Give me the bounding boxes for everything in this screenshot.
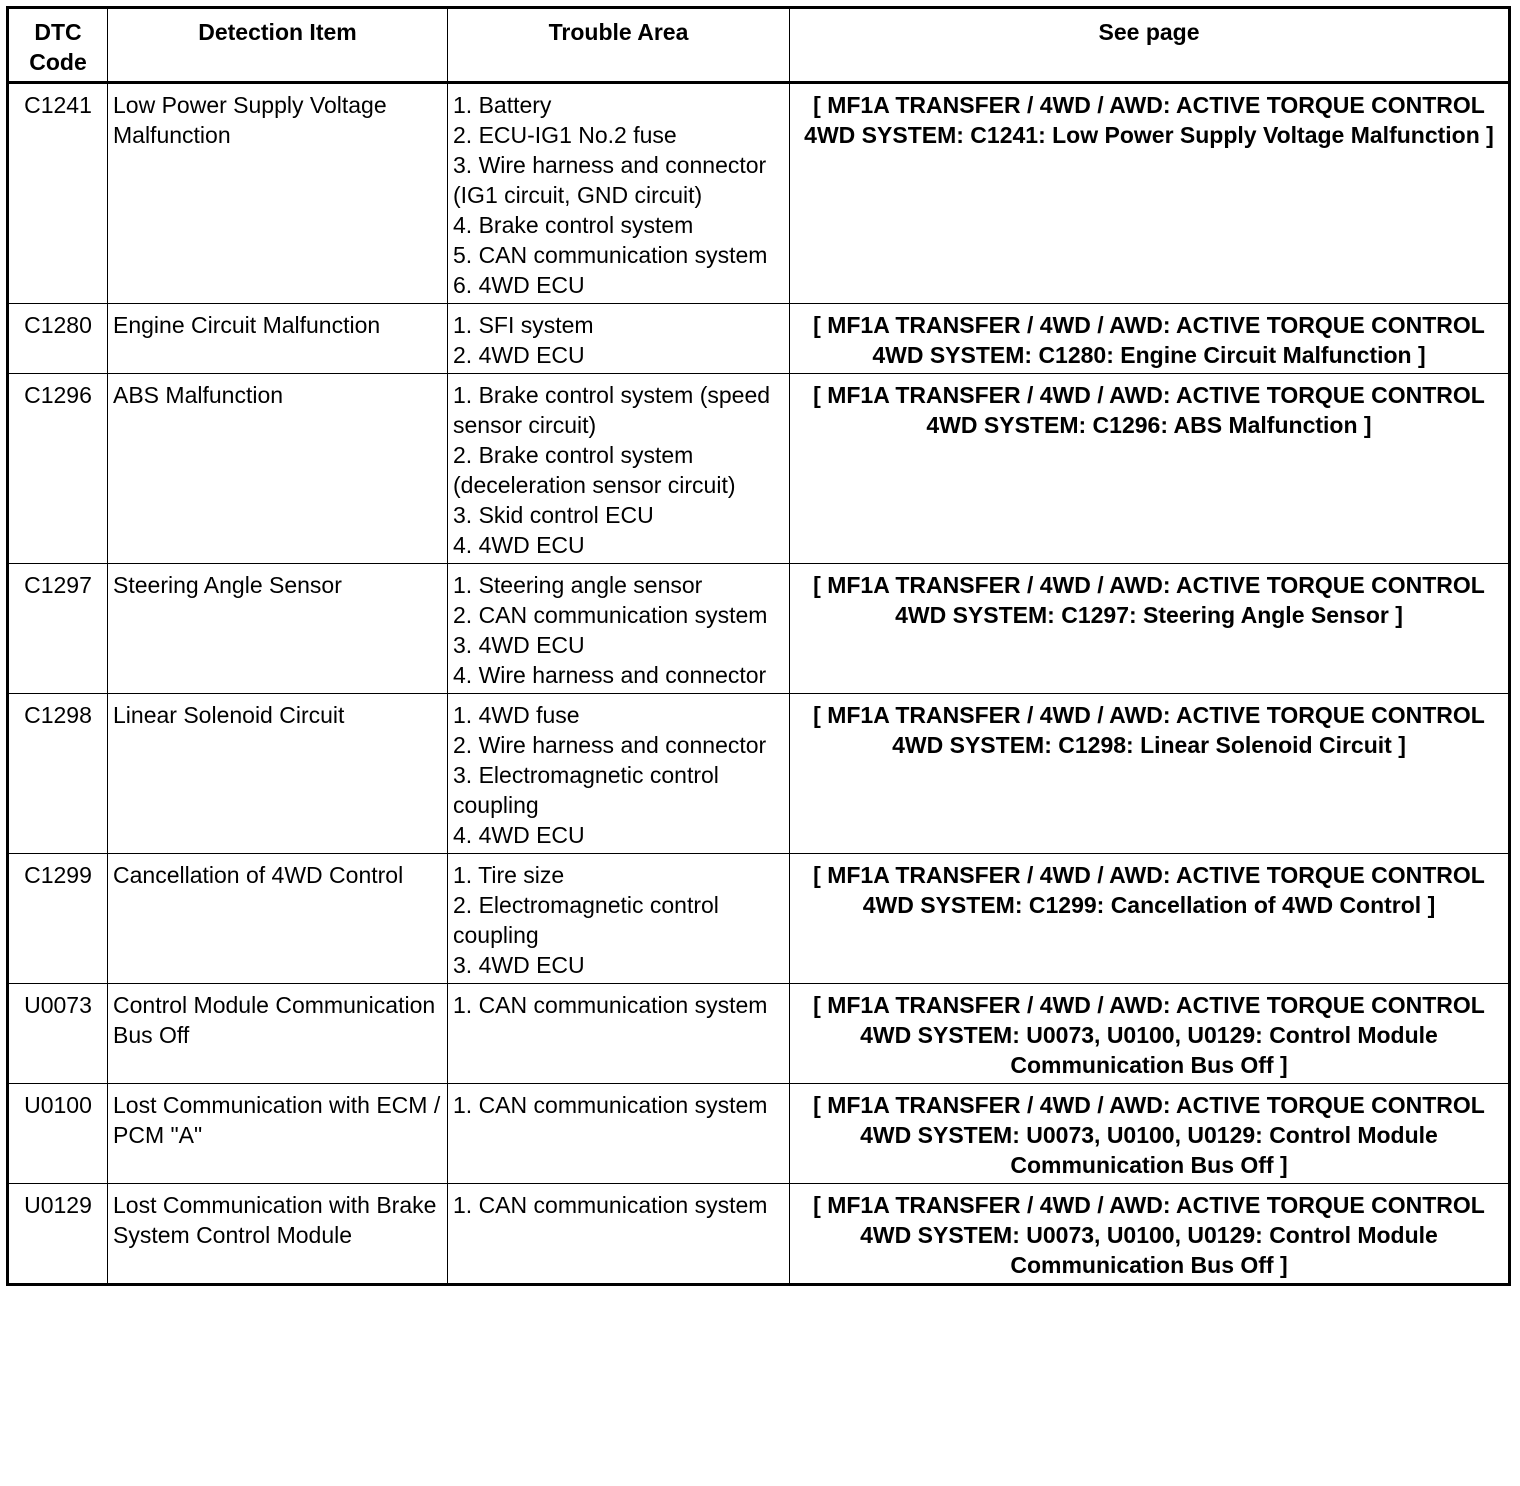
trouble-area-line: 3. Electromagnetic control coupling bbox=[453, 762, 719, 818]
dtc-code: C1280 bbox=[8, 304, 108, 374]
header-row bbox=[8, 8, 1510, 83]
see-page-link[interactable]: [ MF1A TRANSFER / 4WD / AWD: ACTIVE TORQUE CONTROL 4WD SYSTEM: C1297: Steering Angle Sensor ] bbox=[790, 564, 1510, 694]
table-row bbox=[8, 564, 1510, 694]
trouble-area-line: 2. 4WD ECU bbox=[453, 342, 585, 368]
trouble-area bbox=[448, 564, 790, 694]
trouble-area-line: 1. CAN communication system bbox=[453, 992, 768, 1018]
trouble-area-line: 4. Brake control system bbox=[453, 212, 694, 238]
trouble-area-line: 3. 4WD ECU bbox=[453, 632, 585, 658]
detection-item: Cancellation of 4WD Control bbox=[108, 854, 448, 984]
trouble-area-line: 4. 4WD ECU bbox=[453, 532, 585, 558]
dtc-code: C1296 bbox=[8, 374, 108, 564]
trouble-area-line: 1. Tire size bbox=[453, 862, 565, 888]
detection-item: Lost Communication with ECM / PCM "A" bbox=[108, 1084, 448, 1184]
trouble-area-line: 1. 4WD fuse bbox=[453, 702, 580, 728]
trouble-area bbox=[448, 1184, 790, 1285]
trouble-area-line: 1. CAN communication system bbox=[453, 1092, 768, 1118]
trouble-area bbox=[448, 83, 790, 304]
trouble-area-line: 4. 4WD ECU bbox=[453, 822, 585, 848]
detection-item: Low Power Supply Voltage Malfunction bbox=[108, 83, 448, 304]
header-dtc-code: DTC Code bbox=[8, 8, 108, 83]
dtc-code: U0129 bbox=[8, 1184, 108, 1285]
see-page-link[interactable]: [ MF1A TRANSFER / 4WD / AWD: ACTIVE TORQUE CONTROL 4WD SYSTEM: C1298: Linear Solenoid Circuit ] bbox=[790, 694, 1510, 854]
trouble-area-line: 1. CAN communication system bbox=[453, 1192, 768, 1218]
table-row bbox=[8, 374, 1510, 564]
trouble-area-line: 1. Battery bbox=[453, 92, 552, 118]
see-page-link[interactable]: [ MF1A TRANSFER / 4WD / AWD: ACTIVE TORQUE CONTROL 4WD SYSTEM: C1296: ABS Malfunction ] bbox=[790, 374, 1510, 564]
table-row bbox=[8, 984, 1510, 1084]
see-page-link[interactable]: [ MF1A TRANSFER / 4WD / AWD: ACTIVE TORQUE CONTROL 4WD SYSTEM: U0073, U0100, U0129: Control Module Communication Bus Off ] bbox=[790, 984, 1510, 1084]
trouble-area-line: 2. Electromagnetic control coupling bbox=[453, 892, 719, 948]
table-row bbox=[8, 1084, 1510, 1184]
dtc-code: U0100 bbox=[8, 1084, 108, 1184]
trouble-area bbox=[448, 854, 790, 984]
detection-item: Steering Angle Sensor bbox=[108, 564, 448, 694]
trouble-area-line: 3. 4WD ECU bbox=[453, 952, 585, 978]
dtc-code: C1241 bbox=[8, 83, 108, 304]
table-row bbox=[8, 83, 1510, 304]
dtc-table bbox=[6, 6, 1511, 1286]
detection-item: ABS Malfunction bbox=[108, 374, 448, 564]
trouble-area-line: 3. Wire harness and connector (IG1 circuit, GND circuit) bbox=[453, 152, 767, 208]
trouble-area bbox=[448, 694, 790, 854]
trouble-area-line: 1. SFI system bbox=[453, 312, 594, 338]
trouble-area bbox=[448, 304, 790, 374]
detection-item: Lost Communication with Brake System Control Module bbox=[108, 1184, 448, 1285]
trouble-area-line: 2. Wire harness and connector bbox=[453, 732, 767, 758]
trouble-area-line: 2. CAN communication system bbox=[453, 602, 768, 628]
trouble-area-line: 3. Skid control ECU bbox=[453, 502, 654, 528]
table-row bbox=[8, 854, 1510, 984]
dtc-code: U0073 bbox=[8, 984, 108, 1084]
header-detection-item: Detection Item bbox=[108, 8, 448, 83]
see-page-link[interactable]: [ MF1A TRANSFER / 4WD / AWD: ACTIVE TORQUE CONTROL 4WD SYSTEM: C1299: Cancellation of 4WD Control ] bbox=[790, 854, 1510, 984]
trouble-area bbox=[448, 984, 790, 1084]
detection-item: Engine Circuit Malfunction bbox=[108, 304, 448, 374]
see-page-link[interactable]: [ MF1A TRANSFER / 4WD / AWD: ACTIVE TORQUE CONTROL 4WD SYSTEM: U0073, U0100, U0129: Control Module Communication Bus Off ] bbox=[790, 1084, 1510, 1184]
table-body bbox=[8, 83, 1510, 1285]
dtc-code: C1297 bbox=[8, 564, 108, 694]
dtc-code: C1298 bbox=[8, 694, 108, 854]
dtc-code: C1299 bbox=[8, 854, 108, 984]
see-page-link[interactable]: [ MF1A TRANSFER / 4WD / AWD: ACTIVE TORQUE CONTROL 4WD SYSTEM: C1280: Engine Circuit Malfunction ] bbox=[790, 304, 1510, 374]
detection-item: Control Module Communication Bus Off bbox=[108, 984, 448, 1084]
header-see-page: See page bbox=[790, 8, 1510, 83]
see-page-link[interactable]: [ MF1A TRANSFER / 4WD / AWD: ACTIVE TORQUE CONTROL 4WD SYSTEM: U0073, U0100, U0129: Control Module Communication Bus Off ] bbox=[790, 1184, 1510, 1285]
see-page-link[interactable]: [ MF1A TRANSFER / 4WD / AWD: ACTIVE TORQUE CONTROL 4WD SYSTEM: C1241: Low Power Supply Voltage Malfunction ] bbox=[790, 83, 1510, 304]
table-row bbox=[8, 1184, 1510, 1285]
trouble-area bbox=[448, 374, 790, 564]
header-trouble-area: Trouble Area bbox=[448, 8, 790, 83]
trouble-area-line: 5. CAN communication system bbox=[453, 242, 768, 268]
detection-item: Linear Solenoid Circuit bbox=[108, 694, 448, 854]
trouble-area-line: 2. ECU-IG1 No.2 fuse bbox=[453, 122, 677, 148]
table-row bbox=[8, 304, 1510, 374]
table-row bbox=[8, 694, 1510, 854]
trouble-area-line: 4. Wire harness and connector bbox=[453, 662, 767, 688]
trouble-area-line: 1. Steering angle sensor bbox=[453, 572, 703, 598]
trouble-area bbox=[448, 1084, 790, 1184]
trouble-area-line: 2. Brake control system (deceleration sensor circuit) bbox=[453, 442, 736, 498]
trouble-area-line: 6. 4WD ECU bbox=[453, 272, 585, 298]
trouble-area-line: 1. Brake control system (speed sensor circuit) bbox=[453, 382, 771, 438]
